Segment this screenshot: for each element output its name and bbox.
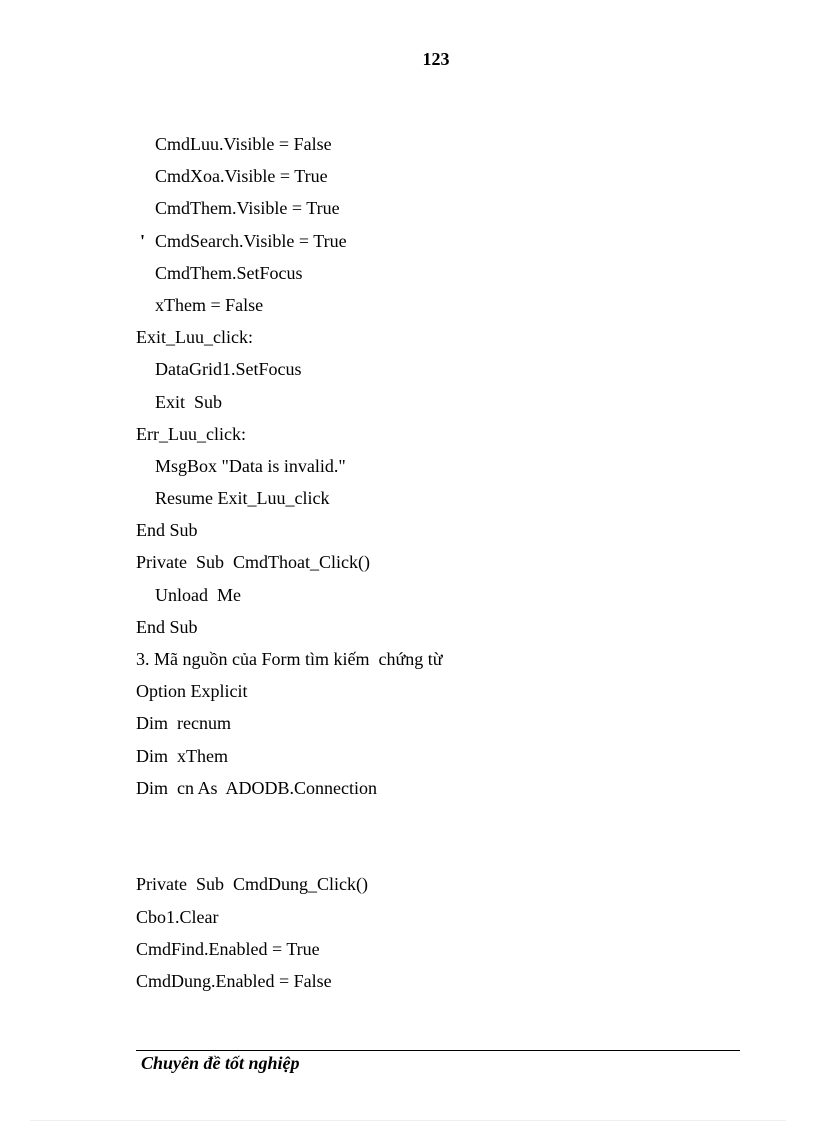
code-label-line: Exit_Luu_click: [136,327,253,348]
code-line: Dim recnum [136,713,231,734]
code-listing [136,130,756,999]
code-line: CmdDung.Enabled = False [136,970,332,991]
code-line: Private Sub CmdThoat_Click() [136,552,370,573]
comment-mark: ' [140,230,146,251]
code-line: CmdThem.Visible = True [155,198,340,219]
code-line: End Sub [136,616,198,637]
commented-code-line [136,227,756,259]
code-line: Cbo1.Clear [136,906,219,927]
code-line: CmdFind.Enabled = True [136,938,320,959]
code-line-text: CmdSearch.Visible = True [155,230,347,251]
code-line: Dim xThem [136,745,228,766]
code-line: Resume Exit_Luu_click [155,488,330,509]
code-line: CmdXoa.Visible = True [155,166,328,187]
code-line: Option Explicit [136,681,248,702]
code-line: Private Sub CmdDung_Click() [136,874,368,895]
code-line: CmdLuu.Visible = False [155,134,332,154]
code-line: Dim cn As ADODB.Connection [136,777,377,798]
footer-divider [136,1050,740,1051]
page-bottom-edge [30,1120,786,1121]
code-line: Exit Sub [155,391,223,412]
footer-title: Chuyên đề tốt nghiệp [141,1053,300,1073]
page-number: 123 [422,49,450,69]
section-heading: 3. Mã nguồn của Form tìm kiếm chứng từ [136,649,443,669]
code-label-line: Err_Luu_click: [136,423,246,444]
code-line: End Sub [136,520,198,541]
code-line: MsgBox "Data is invalid." [155,455,346,476]
code-line: DataGrid1.SetFocus [155,359,302,380]
code-line: Unload Me [155,584,241,605]
blank-space [136,806,756,870]
code-line: CmdThem.SetFocus [155,262,303,283]
code-line: xThem = False [155,294,264,315]
